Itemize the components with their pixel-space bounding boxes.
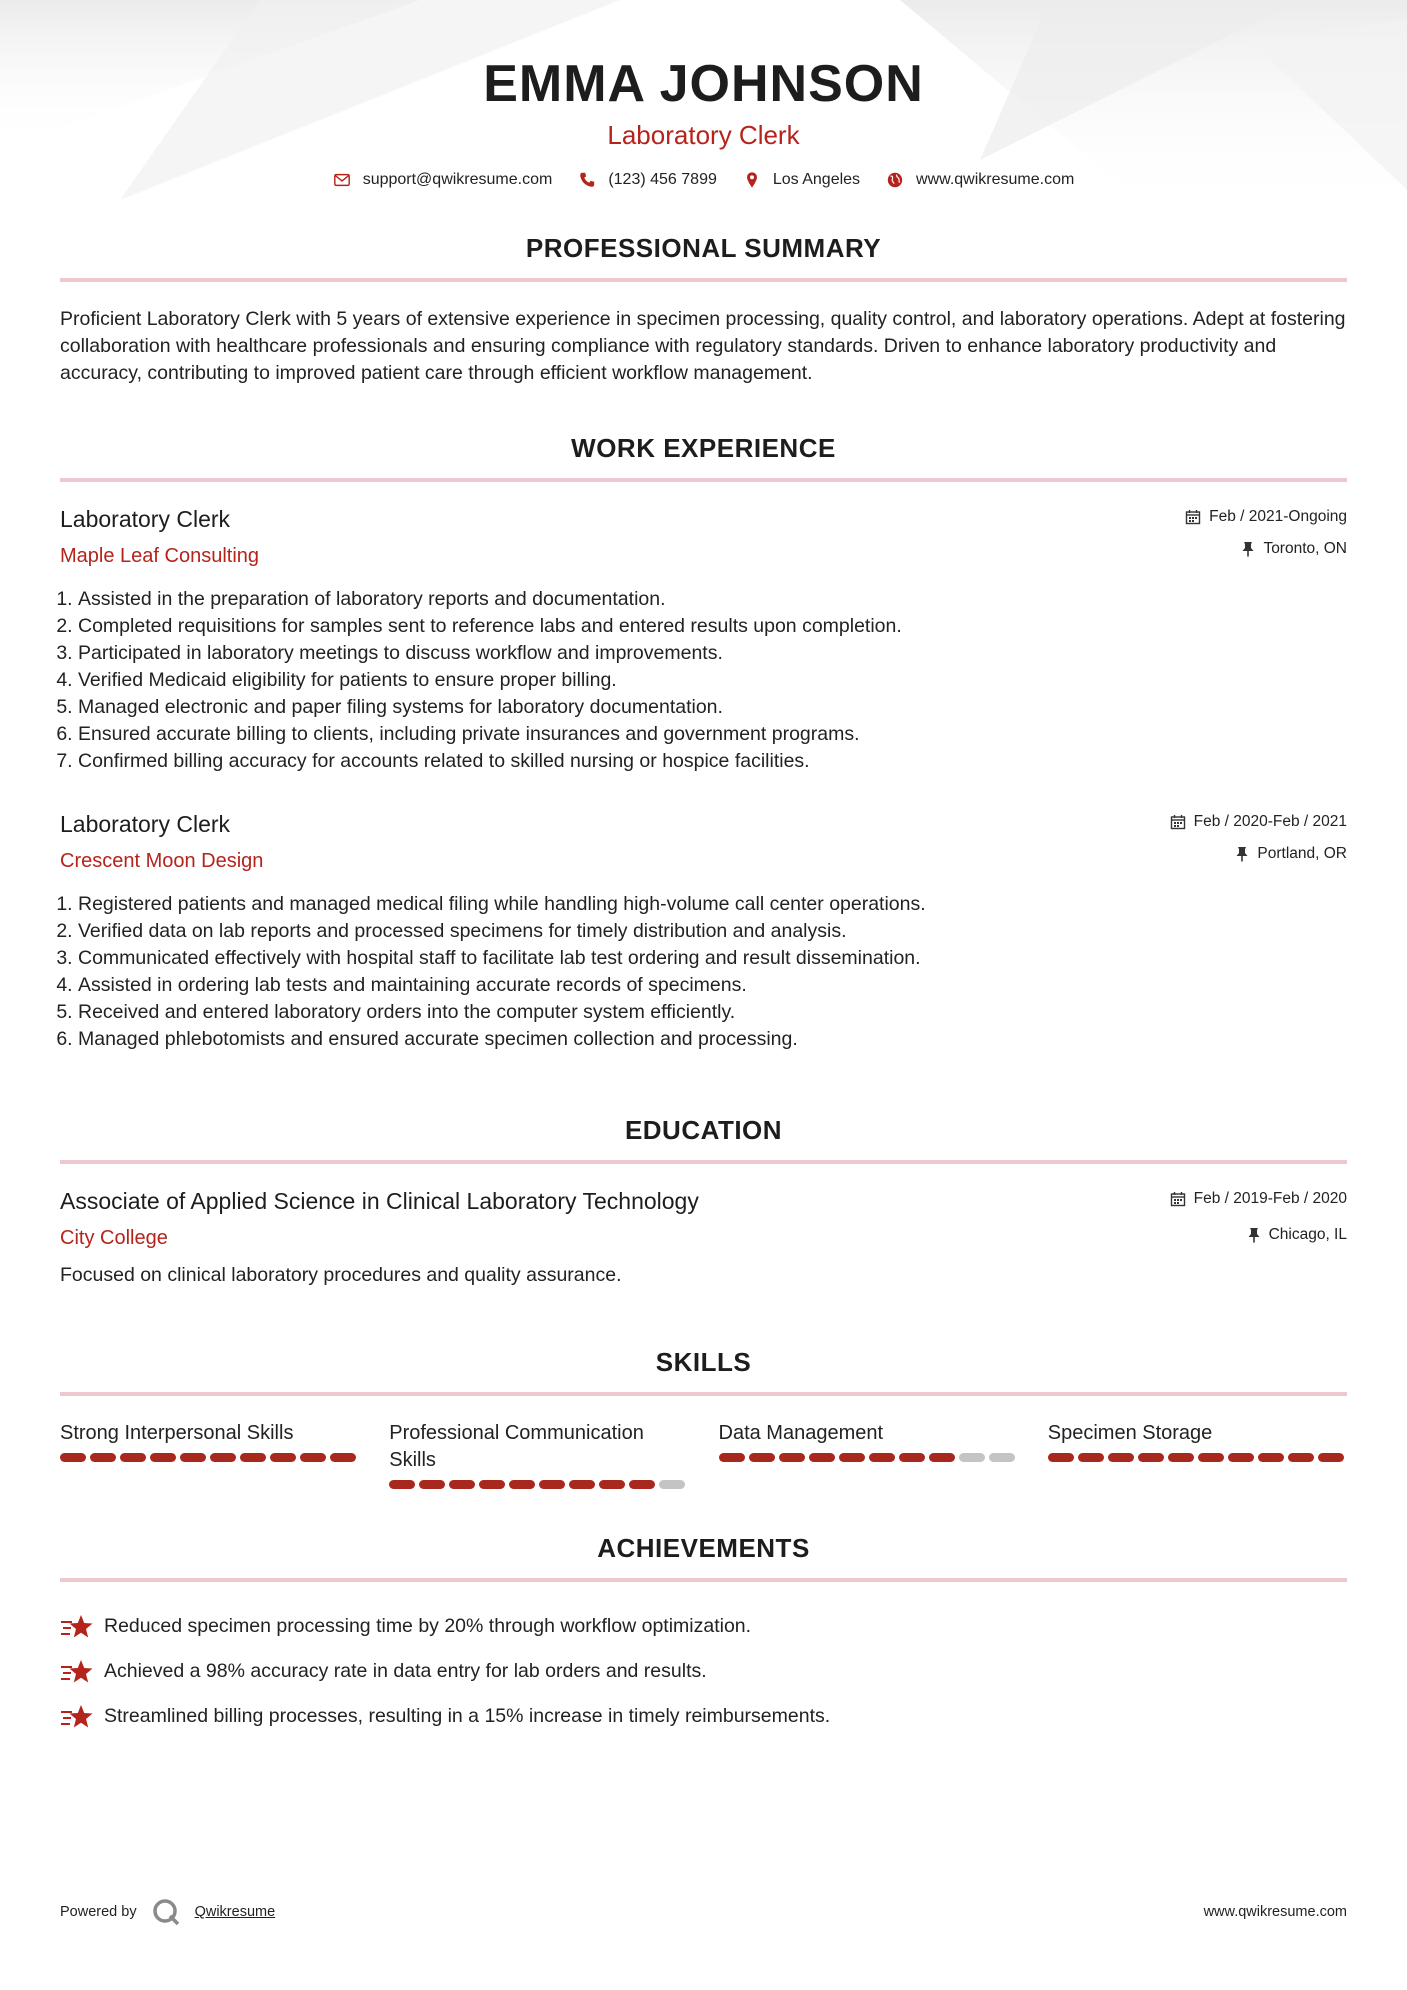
pushpin-icon [1241, 541, 1255, 557]
brand-link[interactable]: Qwikresume [194, 1904, 276, 1920]
job-dates: Feb / 2021-Ongoing [1209, 508, 1347, 525]
skill-dot-filled [270, 1453, 296, 1462]
calendar-icon [1185, 509, 1201, 525]
list-item: 3. Communicated effectively with hospital staff to facilitate lab test ordering and result dissemination. [78, 945, 1347, 972]
achievement-item [60, 1604, 1347, 1649]
skill-dot-filled [869, 1453, 895, 1462]
skill-rating [1048, 1453, 1347, 1462]
skills-grid [60, 1420, 1347, 1489]
skill-dot-filled [60, 1453, 86, 1462]
skill-name: Professional Communication Skills [389, 1422, 644, 1471]
list-item: 4. Verified Medicaid eligibility for patients to ensure proper billing. [78, 667, 1347, 694]
skill-dot-filled [569, 1480, 595, 1489]
skill-dot-filled [150, 1453, 176, 1462]
achievements-list [60, 1604, 1347, 1739]
candidate-title: Laboratory Clerk [607, 120, 800, 150]
skills-heading: SKILLS [655, 1347, 752, 1377]
skill-item [1048, 1420, 1347, 1489]
resume-page [60, 0, 1347, 1739]
skill-dot-filled [479, 1480, 505, 1489]
job-entry [60, 811, 1347, 1053]
skill-rating [389, 1480, 688, 1489]
resume-header [60, 0, 1347, 189]
section-divider [60, 1160, 1347, 1164]
phone-icon [578, 171, 596, 189]
achievement-text: Achieved a 98% accuracy rate in data entry for lab orders and results. [104, 1660, 707, 1682]
contact-phone[interactable] [578, 171, 717, 189]
calendar-icon [1170, 1191, 1186, 1207]
skill-dot-filled [1258, 1453, 1284, 1462]
skill-dot-filled [509, 1480, 535, 1489]
skill-dot-filled [839, 1453, 865, 1462]
pushpin-icon [1247, 1227, 1261, 1243]
contact-bar [60, 171, 1347, 189]
skill-dot-empty [989, 1453, 1015, 1462]
skill-dot-filled [210, 1453, 236, 1462]
skill-item [60, 1420, 359, 1489]
list-item: 1. Registered patients and managed medical filing while handling high-volume call center operations. [78, 891, 1347, 918]
contact-location [743, 171, 860, 189]
job-dates: Feb / 2020-Feb / 2021 [1193, 813, 1347, 830]
job-company: Crescent Moon Design [60, 850, 264, 872]
skill-dot-filled [1108, 1453, 1134, 1462]
skill-dot-filled [749, 1453, 775, 1462]
skill-dot-filled [1048, 1453, 1074, 1462]
degree-title: Associate of Applied Science in Clinical Laboratory Technology [60, 1188, 699, 1214]
skill-dot-filled [1078, 1453, 1104, 1462]
skill-item [389, 1420, 688, 1489]
list-item: 3. Participated in laboratory meetings to discuss workflow and improvements. [78, 640, 1347, 667]
skill-dot-filled [120, 1453, 146, 1462]
skill-item [719, 1420, 1018, 1489]
contact-website-text: www.qwikresume.com [916, 171, 1075, 188]
job-title: Laboratory Clerk [60, 506, 231, 532]
skill-dot-filled [1228, 1453, 1254, 1462]
envelope-icon [333, 171, 351, 189]
calendar-icon [1170, 814, 1186, 830]
skill-dot-filled [449, 1480, 475, 1489]
skill-dot-empty [959, 1453, 985, 1462]
job-duties-list [60, 586, 1347, 775]
skill-dot-filled [599, 1480, 625, 1489]
skill-dot-filled [1318, 1453, 1344, 1462]
skill-dot-filled [929, 1453, 955, 1462]
skill-dot-filled [419, 1480, 445, 1489]
skill-dot-filled [1198, 1453, 1224, 1462]
experience-heading: WORK EXPERIENCE [571, 433, 836, 463]
skill-dot-filled [300, 1453, 326, 1462]
skill-dot-filled [899, 1453, 925, 1462]
contact-email[interactable] [333, 171, 553, 189]
skill-dot-filled [180, 1453, 206, 1462]
list-item: 6. Managed phlebotomists and ensured accurate specimen collection and processing. [78, 1026, 1347, 1053]
map-pin-icon [743, 171, 761, 189]
contact-email-text: support@qwikresume.com [362, 171, 553, 188]
achievement-item [60, 1649, 1347, 1694]
section-divider [60, 1392, 1347, 1396]
skill-dot-filled [240, 1453, 266, 1462]
list-item: 1. Assisted in the preparation of laboratory reports and documentation. [78, 586, 1347, 613]
skill-dot-filled [389, 1480, 415, 1489]
skill-name: Data Management [718, 1422, 884, 1444]
skill-dot-filled [90, 1453, 116, 1462]
school-name: City College [60, 1227, 168, 1249]
contact-phone-text: (123) 456 7899 [608, 171, 717, 188]
globe-icon [886, 171, 904, 189]
shooting-star-icon [60, 1613, 94, 1641]
skill-dot-filled [330, 1453, 356, 1462]
contact-location-text: Los Angeles [772, 171, 861, 188]
skill-dot-empty [659, 1480, 685, 1489]
skill-dot-filled [719, 1453, 745, 1462]
powered-by [60, 1897, 275, 1927]
list-item: 5. Managed electronic and paper filing systems for laboratory documentation. [78, 694, 1347, 721]
list-item: 2. Completed requisitions for samples sent to reference labs and entered results upon completion. [78, 613, 1347, 640]
skill-dot-filled [1168, 1453, 1194, 1462]
section-divider [60, 1578, 1347, 1582]
powered-by-label: Powered by [60, 1904, 137, 1920]
achievements-heading: ACHIEVEMENTS [597, 1533, 810, 1563]
contact-website[interactable] [886, 171, 1074, 189]
education-description: Focused on clinical laboratory procedures and quality assurance. [60, 1264, 622, 1286]
skill-rating [60, 1453, 359, 1462]
pushpin-icon [1235, 846, 1249, 862]
skill-dot-filled [539, 1480, 565, 1489]
list-item: 5. Received and entered laboratory orders into the computer system efficiently. [78, 999, 1347, 1026]
section-divider [60, 478, 1347, 482]
achievement-text: Reduced specimen processing time by 20% through workflow optimization. [104, 1615, 752, 1637]
qwikresume-logo-icon [151, 1897, 181, 1927]
achievement-text: Streamlined billing processes, resulting in a 15% increase in timely reimbursements. [104, 1705, 831, 1727]
job-location: Portland, OR [1257, 845, 1347, 862]
job-location: Toronto, ON [1263, 540, 1347, 557]
achievement-item [60, 1694, 1347, 1739]
list-item: 4. Assisted in ordering lab tests and maintaining accurate records of specimens. [78, 972, 1347, 999]
skill-dot-filled [1138, 1453, 1164, 1462]
job-company: Maple Leaf Consulting [60, 545, 260, 567]
shooting-star-icon [60, 1703, 94, 1731]
section-divider [60, 278, 1347, 282]
candidate-name: EMMA JOHNSON [483, 55, 924, 113]
education-heading: EDUCATION [624, 1115, 783, 1145]
footer-url[interactable]: www.qwikresume.com [1203, 1904, 1347, 1920]
skill-rating [719, 1453, 1018, 1462]
skill-dot-filled [779, 1453, 805, 1462]
list-item: 6. Ensured accurate billing to clients, including private insurances and government programs. [78, 721, 1347, 748]
education-location: Chicago, IL [1268, 1226, 1347, 1243]
summary-text: Proficient Laboratory Clerk with 5 years of extensive experience in specimen processing, quality control, and laboratory operations. Adept at fostering collaboration with healthcare professionals and ensuring compliance with regulatory standards. Driven to enhance laboratory productivity and accuracy, contributing to improved patient care through efficient workflow management. [60, 308, 1346, 384]
job-entry [60, 506, 1347, 775]
skill-dot-filled [629, 1480, 655, 1489]
skill-name: Strong Interpersonal Skills [60, 1422, 294, 1444]
list-item: 7. Confirmed billing accuracy for accounts related to skilled nursing or hospice facilities. [78, 748, 1347, 775]
page-footer [60, 1897, 1347, 1927]
list-item: 2. Verified data on lab reports and processed specimens for timely distribution and analysis. [78, 918, 1347, 945]
shooting-star-icon [60, 1658, 94, 1686]
job-duties-list [60, 891, 1347, 1053]
skill-name: Specimen Storage [1047, 1422, 1213, 1444]
skill-dot-filled [809, 1453, 835, 1462]
skill-dot-filled [1288, 1453, 1314, 1462]
job-title: Laboratory Clerk [60, 811, 231, 837]
education-dates: Feb / 2019-Feb / 2020 [1193, 1190, 1347, 1207]
education-entry [60, 1188, 1347, 1287]
summary-heading: PROFESSIONAL SUMMARY [525, 233, 882, 263]
